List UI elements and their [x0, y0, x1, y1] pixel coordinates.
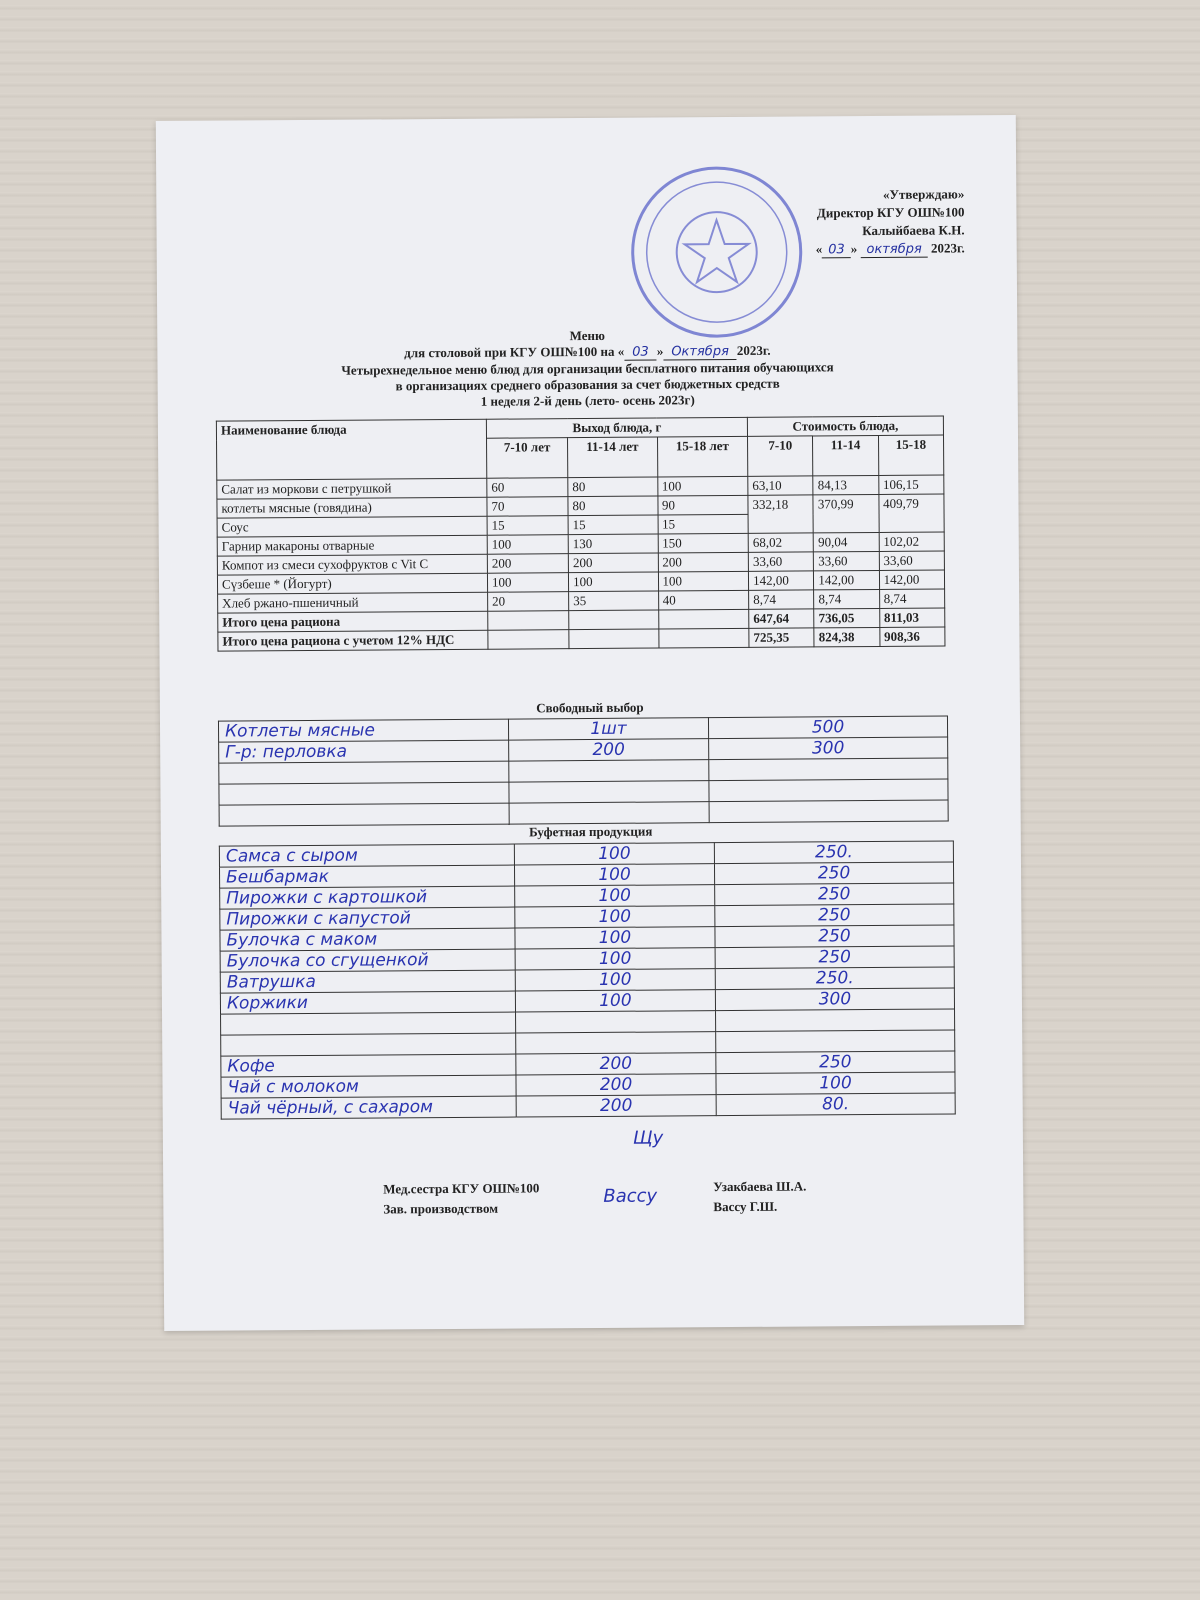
col-output-age: 11-14 лет	[568, 437, 658, 478]
item-price: 300	[715, 988, 954, 1011]
item-price	[716, 1030, 955, 1053]
dish-name: Салат из моркови с петрушкой	[217, 478, 487, 499]
col-output-age: 15-18 лет	[657, 436, 748, 477]
item-name	[219, 782, 509, 805]
total-cost: 811,03	[879, 608, 944, 627]
total-vat-cost: 908,36	[879, 627, 944, 646]
item-name: Ватрушка	[220, 970, 515, 993]
total-vat-label: Итого цена рациона с учетом 12% НДС	[218, 630, 488, 651]
item-price: 80.	[716, 1093, 955, 1116]
item-price	[709, 758, 948, 781]
menu-table	[216, 416, 946, 652]
dish-cost: 332,18	[748, 495, 814, 533]
dish-cost: 33,60	[814, 551, 879, 570]
nurse-name: Узакбаева Ш.А.	[713, 1178, 807, 1195]
manager-name: Вассу Г.Ш.	[713, 1198, 778, 1215]
buffet-title: Буфетная продукция	[529, 823, 653, 840]
total-vat-cost: 824,38	[814, 627, 879, 646]
table-row	[217, 494, 944, 518]
dish-name: котлеты мясные (говядина)	[217, 497, 487, 518]
menu-subtitle-2: в организациях среднего образования за счет бюджетных средств	[395, 375, 780, 394]
dish-output: 35	[569, 591, 659, 611]
item-qty	[516, 1011, 716, 1033]
dish-cost: 409,79	[879, 494, 945, 532]
dish-cost: 63,10	[748, 476, 813, 495]
col-cost-age: 11-14	[813, 435, 879, 475]
item-name: Коржики	[220, 991, 515, 1014]
item-name: Самса с сыром	[219, 844, 514, 867]
dish-cost: 102,02	[879, 532, 944, 551]
item-name: Пирожки с капустой	[220, 907, 515, 930]
item-qty: 100	[515, 906, 715, 928]
dish-output: 100	[568, 572, 658, 592]
dish-cost: 142,00	[748, 571, 813, 590]
dish-name: Сүзбеше * (Йогурт)	[217, 573, 487, 594]
item-price: 250.	[714, 841, 953, 864]
item-price: 250	[716, 1051, 955, 1074]
dish-cost: 8,74	[749, 590, 814, 609]
total-vat-row	[218, 627, 945, 651]
manager-signature: Вассу	[603, 1185, 658, 1207]
menu-date-day: 03	[624, 345, 657, 361]
col-output-age: 7-10 лет	[487, 438, 568, 479]
item-name: Чай чёрный, с сахаром	[221, 1096, 516, 1119]
dish-output: 130	[568, 534, 658, 554]
item-name	[221, 1012, 516, 1035]
item-qty: 100	[515, 948, 715, 970]
item-price: 250	[715, 883, 954, 906]
dish-output: 200	[658, 552, 749, 572]
signature-block	[383, 1177, 806, 1220]
item-qty: 100	[515, 927, 715, 949]
dish-cost: 33,60	[748, 552, 813, 571]
item-qty	[509, 802, 709, 824]
dish-output: 60	[487, 478, 568, 498]
dish-cost: 106,15	[878, 475, 943, 494]
menu-subtitle: Четырехнедельное меню блюд для организации бесплатного питания обучающихся	[341, 359, 834, 378]
free-choice-table	[218, 716, 949, 827]
item-name: Бешбармак	[219, 865, 514, 888]
approval-date-month: октября	[860, 242, 927, 258]
item-qty	[516, 1032, 716, 1054]
dish-cost: 8,74	[814, 589, 879, 608]
dish-output: 70	[487, 497, 568, 517]
nurse-signature: Щу	[632, 1127, 664, 1149]
total-cost: 736,05	[814, 608, 879, 627]
dish-cost: 142,00	[814, 570, 879, 589]
item-name	[219, 761, 509, 784]
dish-name: Соус	[217, 516, 487, 537]
dish-cost: 8,74	[879, 589, 944, 608]
col-cost: Стоимость блюда,	[747, 416, 943, 436]
buffet-table	[219, 840, 956, 1119]
nurse-role: Мед.сестра КГУ ОШ№100	[383, 1180, 540, 1197]
item-price	[709, 800, 948, 823]
item-qty: 200	[516, 1053, 716, 1075]
item-price	[716, 1009, 955, 1032]
item-price: 250	[715, 904, 954, 927]
menu-sheet	[156, 115, 1024, 1331]
total-vat-cost: 725,35	[749, 628, 814, 647]
dish-output: 15	[658, 514, 749, 534]
item-qty: 200	[516, 1095, 716, 1117]
official-seal-stamp	[626, 161, 807, 342]
dish-output: 80	[568, 477, 658, 497]
table-row	[221, 1093, 955, 1119]
item-price	[709, 779, 948, 802]
approval-date-day: 03	[822, 242, 851, 258]
item-qty	[509, 760, 709, 782]
menu-date-month: Октября	[663, 344, 737, 361]
dish-cost: 90,04	[814, 532, 879, 551]
dish-output: 100	[658, 571, 749, 591]
item-qty: 200	[509, 739, 709, 761]
item-price: 250	[715, 946, 954, 969]
dish-output: 150	[658, 533, 749, 553]
menu-date-line: для столовой при КГУ ОШ№100 на « 03 » Октября 2023г.	[404, 342, 771, 361]
free-choice-title: Свободный выбор	[536, 699, 644, 716]
dish-name: Компот из смеси сухофруктов с Vit C	[217, 554, 487, 575]
menu-week-day: 1 неделя 2-й день (лето- осень 2023г)	[480, 392, 695, 409]
dish-output: 15	[487, 516, 568, 536]
col-cost-age: 7-10	[748, 436, 814, 476]
dish-output: 40	[658, 590, 749, 610]
dish-cost: 370,99	[813, 494, 879, 532]
item-name: Пирожки с картошкой	[220, 886, 515, 909]
item-name	[219, 803, 509, 826]
item-price: 300	[709, 737, 948, 760]
item-qty: 1шт	[508, 718, 708, 740]
item-price: 250	[714, 862, 953, 885]
approval-name: Калыйбаева К.Н.	[862, 222, 965, 239]
dish-cost: 33,60	[879, 551, 944, 570]
item-qty	[509, 781, 709, 803]
item-qty: 100	[515, 990, 715, 1012]
dish-output: 80	[568, 496, 658, 516]
col-dish-name: Наименование блюда	[216, 419, 486, 480]
dish-output: 20	[488, 592, 569, 612]
approval-title: «Утверждаю»	[882, 186, 965, 202]
approval-date: « 03 » октября 2023г.	[815, 240, 965, 258]
dish-output: 90	[657, 495, 748, 515]
dish-output: 200	[568, 553, 658, 573]
approval-block	[815, 185, 965, 259]
dish-output: 100	[657, 476, 748, 496]
item-qty: 100	[515, 885, 715, 907]
manager-role: Зав. производством	[383, 1200, 499, 1217]
dish-output: 200	[487, 554, 568, 574]
dish-output: 15	[568, 515, 658, 535]
item-name: Котлеты мясные	[218, 719, 508, 742]
total-label: Итого цена рациона	[218, 611, 488, 632]
item-name: Булочка со сгущенкой	[220, 949, 515, 972]
dish-output: 100	[487, 573, 568, 593]
dish-name: Хлеб ржано-пшеничный	[218, 592, 488, 613]
item-price: 250.	[715, 967, 954, 990]
approval-position: Директор КГУ ОШ№100	[816, 204, 965, 221]
item-price: 100	[716, 1072, 955, 1095]
col-cost-age: 15-18	[878, 435, 944, 475]
dish-cost: 84,13	[813, 475, 878, 494]
item-qty: 100	[514, 864, 714, 886]
item-price: 500	[708, 716, 947, 739]
menu-title: Меню	[569, 327, 605, 344]
item-qty: 100	[514, 843, 714, 865]
col-output: Выход блюда, г	[486, 417, 747, 438]
item-name: Кофе	[221, 1054, 516, 1077]
item-name: Чай с молоком	[221, 1075, 516, 1098]
total-cost: 647,64	[749, 609, 814, 628]
item-price: 250	[715, 925, 954, 948]
item-qty: 100	[515, 969, 715, 991]
item-qty: 200	[516, 1074, 716, 1096]
item-name	[221, 1033, 516, 1056]
dish-cost: 68,02	[748, 533, 813, 552]
dish-name: Гарнир макароны отварные	[217, 535, 487, 556]
menu-heading	[197, 325, 978, 411]
item-name: Булочка с маком	[220, 928, 515, 951]
dish-cost: 142,00	[879, 570, 944, 589]
item-name: Г-р: перловка	[219, 740, 509, 763]
dish-output: 100	[487, 535, 568, 555]
